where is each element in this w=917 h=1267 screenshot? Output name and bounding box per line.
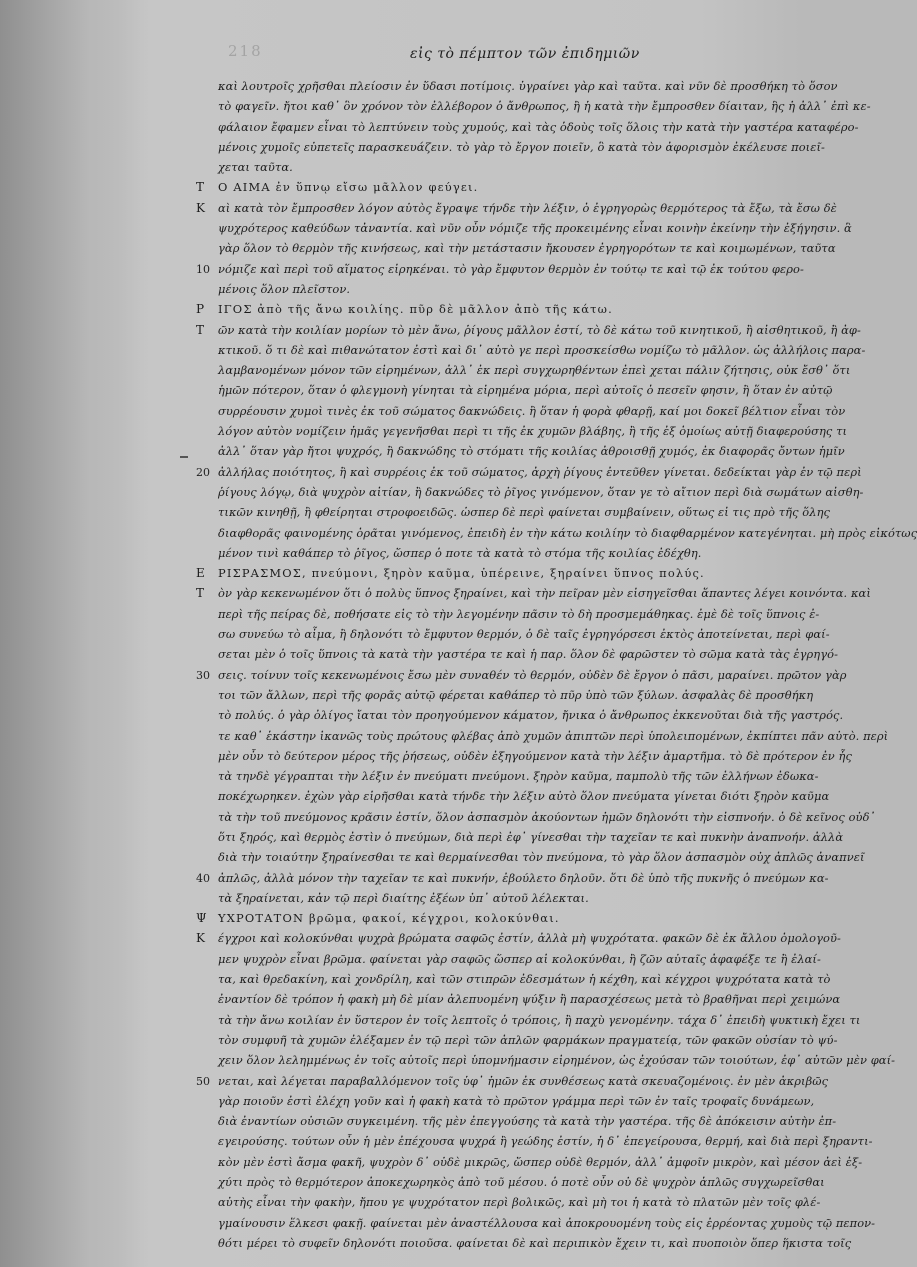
commentary-text-block [196, 76, 917, 1253]
text-line [196, 624, 830, 644]
line-text: νόμιζε καὶ περὶ τοῦ αἵματος εἰρηκέναι. τὸ γὰρ ἔμφυτον θερμὸν ἐν τούτῳ τε καὶ τῷ ἐκ τούτου φερο- [218, 261, 804, 276]
text-line [196, 807, 876, 827]
line-text: τὰ τηνδὲ γέγραπται τὴν λέξιν ἐν πνεύματι πνεύμονι. ξηρὸν καῦμα, παμπολὺ τῆς τῶν ἑλλήνων ἐδωκα- [218, 769, 819, 784]
text-line [196, 1071, 829, 1091]
text-line [196, 969, 831, 989]
line-text: ἀπλῶς, ἀλλὰ μόνον τὴν ταχεῖαν τε καὶ πυκνήν, ἐβούλετο δηλοῦν. ὅτι δὲ ὑπὸ τῆς πυκνῆς ὁ πνεύμων κα- [218, 870, 829, 885]
line-text: ἀλλήλας ποιότητος, ἢ καὶ συρρέοις ἐκ τοῦ σώματος, ἀρχὴ ῥίγους ἐντεῦθεν γίνεται. δεδείκται γὰρ ἐν τῷ περὶ [218, 464, 862, 479]
line-text: έγχροι καὶ κολοκύνθαι ψυχρὰ βρώματα σαφῶς ἐστίν, ἀλλὰ μὴ ψυχρότατα. φακῶν δὲ ἐκ ἄλλου ὁμολογοῦ- [218, 931, 841, 946]
line-text: τὰ τὴν τοῦ πνεύμονος κρᾶσιν ἐστίν, ὅλον ἀσπασμὸν ἀκούοντων ἡμῶν δηλονότι τὴν εἰσπνοήν. ὁ δὲ κεῖνος οὐδ᾽ [218, 809, 876, 824]
text-line [196, 604, 820, 624]
text-line [196, 1172, 825, 1192]
text-line [196, 177, 781, 197]
text-line [196, 441, 845, 461]
line-number: 20 [196, 465, 210, 479]
line-text: χεται ταῦτα. [218, 160, 293, 175]
text-line [196, 523, 917, 543]
line-number: 50 [196, 1074, 210, 1088]
text-line [196, 1111, 837, 1131]
line-text: ὅτι ξηρός, καὶ θερμὸς ἐστὶν ὁ πνεύμων, διὰ περὶ ἐφ᾽ γίνεσθαι τὴν ταχεῖαν τε καὶ πυκνὴν ἀναπνοήν. ἀλλὰ [218, 829, 844, 844]
text-line [196, 1030, 838, 1050]
line-text: λόγον αὐτὸν νομίζειν ἡμᾶς γεγενῆσθαι περὶ τι τῆς ἐκ χυμῶν βλάβης, ἢ τῆς ἐξ ὁμοίως αὐτῇ διαφερούσης τι [218, 424, 848, 439]
line-number: 40 [196, 871, 210, 885]
text-line [196, 1131, 873, 1151]
text-line [196, 766, 819, 786]
text-line [196, 786, 830, 806]
initial-letter: Κ [196, 200, 206, 215]
line-text: μὲν οὖν τὸ δεύτερον μέρος τῆς ῥήσεως, οὐδὲν ἐξηγούμενον κατὰ τὴν λέξιν ἁμαρτῆμα. τὸ δὲ πρότερον ἐν ἧς [218, 748, 852, 763]
text-line [196, 421, 848, 441]
line-text: σω συνεύω τὸ αἷμα, ἢ δηλονότι τὸ ἔμφυτον θερμόν, ὁ δὲ ταῖς ἐγρηγόρσεσι ἐκτὸς ἀποτείνεται, περὶ φαί- [218, 627, 830, 642]
running-head: εἰς τὸ πέμπτον τῶν ἐπιδημιῶν [410, 46, 640, 62]
line-text: μένοις ὅλον πλεῖστον. [218, 281, 351, 296]
initial-letter: Τ [196, 586, 205, 601]
text-line [196, 989, 841, 1009]
text-line [196, 117, 859, 137]
line-text: μένον τινὶ καθάπερ τὸ ῥῖγος, ὥσπερ ὁ ποτε τὰ κατὰ τὸ στόμα τῆς κοιλίας ἐδέχθη. [218, 545, 702, 560]
line-text: τὰ τὴν ἄνω κοιλίαν ἐν ὕστερον ἐν τοῖς λεπτοῖς ὁ τρόποις, ἢ παχὺ γενομένην. τάχα δ᾽ ἐπειδὴ ψυκτικὴ ἔχει τι [218, 1012, 861, 1027]
line-number: 30 [196, 668, 210, 682]
line-text: εγειρούσης. τούτων οὖν ἡ μὲν ἐπέχουσα ψυχρά ἢ γεώδης ἐστίν, ἡ δ᾽ ἐπεγείρουσα, θερμή, καὶ διὰ περὶ ξηραντι- [218, 1134, 873, 1149]
line-text: τοι τῶν ἄλλων, περὶ τῆς φορᾶς αὐτῷ φέρεται καθάπερ τὸ πῦρ ὑπὸ τῶν ξύλων. ἀσφαλὰς δὲ προσθήκη [218, 687, 814, 702]
line-text: κὸν μὲν ἐστὶ ἄσμα φακῆ, ψυχρὸν δ᾽ οὐδὲ μικρῶς, ὥσπερ οὐδὲ θερμόν, ἀλλ᾽ ἀμφοῖν μικρὸν, καὶ μέσον ἀεὶ ἐξ- [218, 1154, 863, 1169]
line-text: αὐτὴς εἶναι τὴν φακὴν, ἤπου γε ψυχρότατον περὶ βολικῶς, καὶ μὴ τοι ἡ κατὰ τὸ πλατῶν μὲν τοῖς φλέ- [218, 1195, 821, 1210]
text-line [196, 1050, 896, 1070]
text-line [196, 401, 846, 421]
line-text: ποκέχωρηκεν. ἐχὼν γὰρ εἰρῆσθαι κατὰ τήνδε τὴν λέξιν αὐτὸ ὅλον πνεύματα γίνεται διότι ξηρὸν καῦμα [218, 789, 830, 804]
line-text: ὸν γὰρ κεκενωμένον ὅτι ὁ πολὺς ὕπνος ξηραίνει, καὶ τὴν πεῖραν μὲν εἰσηγεῖσθαι ἅπαντες λέγει κοινόντα. καὶ [218, 586, 871, 601]
initial-letter: Τ [196, 322, 205, 337]
line-text: ἐναντίον δὲ τρόπον ἡ φακὴ μὴ δὲ μίαν ἀλεπυομένη ψύξιν ἢ παρασχέσεως μετὰ τὸ βραθῆναι περὶ χειμώνα [218, 992, 841, 1007]
text-line [196, 1213, 876, 1233]
text-line [196, 1152, 863, 1172]
margin-dash-mark [180, 456, 188, 458]
text-line [196, 928, 841, 948]
text-line [196, 360, 851, 380]
text-line [196, 279, 781, 299]
text-line [196, 157, 781, 177]
text-line [196, 1091, 815, 1111]
text-line [196, 908, 781, 928]
line-text: τα, καὶ θρεδακίνη, καὶ χονδρίλη, καὶ τῶν στιπρῶν ἐδεσμάτων ἡ κέχθη, καὶ κέγχροι ψυχρότατα κατὰ τὸ [218, 972, 831, 987]
line-text: διαφθορᾶς φαινομένης ὁρᾶται γινόμενος, ἐπειδὴ ἐν τὴν κάτω κοιλίην τὸ διαφθαρμένον κατεγένηται. μὴ πρὸς εἰκότως [218, 525, 917, 540]
text-line [196, 320, 861, 340]
text-line [196, 1233, 852, 1253]
text-line [196, 888, 781, 908]
line-text: περὶ τῆς πείρας δὲ, ποθήσατε εἰς τὸ τὴν λεγομένην πᾶσιν τὸ δὴ προσμεμάθηκας. ἐμὲ δὲ τοῖς ὕπνοις ἐ- [218, 606, 820, 621]
line-text: ῥίγους λόγῳ, διὰ ψυχρὸν αἰτίαν, ἢ δακνώδες τὸ ῥῖγος γινόμενον, ὅταν γε τὸ αἴτιον περὶ διὰ σωμάτων αἰσθη- [218, 484, 864, 499]
text-line [196, 1010, 861, 1030]
initial-letter: Κ [196, 931, 206, 946]
line-text: γὰρ ὅλον τὸ θερμὸν τῆς κινήσεως, καὶ τὴν μετάστασιν ἤκουσεν ἐγρηγορότων τε καὶ κοιμωμένων, ταῦτα [218, 241, 836, 256]
line-text: τικῶν κινηθῇ, ἢ φθείρηται στροφοειδῶς. ὡσπερ δὲ περὶ φαίνεται συμβαίνειν, οὕτως εἰ τις πρὸ τῆς ὅλης [218, 505, 830, 520]
line-text: ἡμῶν πότερον, ὅταν ὁ φλεγμονὴ γίνηται τὰ εἰρημένα μόρια, περὶ αὐτοῖς ὁ πεσεῖν φησιν, ἢ ὅταν ἐν αὐτῷ [218, 383, 833, 398]
text-line [196, 238, 836, 258]
line-text: σεις. τοίνυν τοῖς κεκενωμένοις ἔσω μὲν συναθέν τὸ θερμόν, οὐδὲν δὲ ἔργον ὁ πᾶσι, μαραίνει. πρῶτον γὰρ [218, 667, 847, 682]
text-line [196, 644, 839, 664]
initial-letter: Ε [196, 566, 205, 581]
text-line [196, 340, 866, 360]
text-line [196, 137, 825, 157]
text-line [196, 76, 838, 96]
line-text: κτικοῦ. ὅ τι δὲ καὶ πιθανώτατον ἐστὶ καὶ δι᾽ αὐτὸ γε περὶ προσκείσθω νομίζω τὸ μᾶλλον. ὡς ἀλλήλοις παρα- [218, 342, 866, 357]
text-line [196, 1192, 821, 1212]
lemma-text: ΥΧΡΟΤΑΤΟΝ βρῶμα, φακοί, κέγχροι, κολοκύνθαι. [218, 911, 560, 926]
text-line [196, 563, 781, 583]
line-text: γμαίνουσιν ἕλκεσι φακῇ. φαίνεται μὲν ἀναστέλλουσα καὶ ἀποκρουομένη τοὺς εἰς ἐρρέοντας χυμοὺς τῷ πεπον- [218, 1215, 876, 1230]
text-line [196, 198, 837, 218]
text-line [196, 705, 844, 725]
text-line [196, 96, 871, 116]
text-line [196, 259, 804, 279]
line-text: φάλαιον ἔφαμεν εἶναι τὸ λεπτύνειν τοὺς χυμούς, καὶ τὰς ὁδοὺς τοῖς ὅλοις τὴν κατὰ τὴν γαστέρα καταφέρο- [218, 119, 859, 134]
line-text: γὰρ ποιοῦν ἐστὶ ἐλέχη γοῦν καὶ ἡ φακὴ κατὰ τὸ πρῶτον γράμμα περὶ τῶν ἐν ταῖς τροφαῖς δυνάμεων, [218, 1093, 815, 1108]
initial-letter: Τ [196, 180, 205, 195]
line-text: ἀλλ᾽ ὅταν γὰρ ἤτοι ψυχρός, ἢ δακνώδης τὸ στόματι τῆς κοιλίας ἀθροισθῇ χυμός, ἐκ διαφορᾶς ὄντων ἡμῖν [218, 444, 845, 459]
line-text: χύτι πρὸς τὸ θερμότερον ἀποκεχωρηκὸς ἀπὸ τοῦ μέσου. ὁ ποτὲ οὖν οὐ δὲ ψυχρὸν ἁπλῶς συγχωρεῖσθαι [218, 1175, 825, 1190]
text-line [196, 726, 889, 746]
line-text: ῶν κατὰ τὴν κοιλίαν μορίων τὸ μὲν ἄνω, ῥίγους μᾶλλον ἐστί, τὸ δὲ κάτω τοῦ κινητικοῦ, ἢ αἰσθητικοῦ, ἢ ἀφ- [218, 322, 861, 337]
line-text: καὶ λουτροῖς χρῆσθαι πλείοσιν ἐν ὕδασι ποτίμοις. ὑγραίνει γὰρ καὶ ταῦτα. καὶ νῦν δὲ προσθήκη τὸ ὅσον [218, 79, 838, 93]
text-line [196, 665, 847, 685]
line-text: συρρέουσιν χυμοὶ τινὲς ἐκ τοῦ σώματος δακνώδεις. ἢ ὅταν ἡ φορὰ φθαρῇ, καί μοι δοκεῖ βέλτιον εἶναι τὸν [218, 403, 846, 418]
line-text: αὶ κατὰ τὸν ἔμπροσθεν λόγον αὐτὸς ἔγραψε τήνδε τὴν λέξιν, ὁ ἐγρηγορὼς θερμότερος τὰ ἔξω, τὰ ἔσω δὲ [218, 200, 837, 215]
initial-letter: Ρ [196, 302, 205, 317]
text-line [196, 685, 814, 705]
line-text: λαμβανομένων μόνον τῶν εἰρημένων, ἀλλ᾽ ἐκ περὶ συγχωρηθέντων ἐπεὶ χεται πάλιν ζήτησις, οὐκ ἔσθ᾽ ὅτι [218, 363, 851, 378]
faint-page-number: 218 [228, 42, 263, 60]
line-text: διὰ ἐναντίων οὐσιῶν συγκειμένη. τῆς μὲν ἐπεγγούσης τὰ κατὰ τὴν γαστέρα. τῆς δὲ ἀπόκεισιν αὐτὴν ἐπ- [218, 1114, 837, 1129]
line-text: ψυχρότερος καθεύδων τἀναντία. καὶ νῦν οὖν νόμιζε τῆς προκειμένης εἶναι κοινὴν ἐκείνην τὴν ἐξήγησιν. ἃ [218, 221, 852, 236]
text-line [196, 299, 781, 319]
lemma-text: ΡΙΣΡΑΣΜΟΣ, πνεύμονι, ξηρὸν καῦμα, ὑπέρεινε, ξηραίνει ὕπνος πολύς. [218, 566, 705, 581]
line-text: χειν ὅλον λελημμένως ἐν τοῖς αὐτοῖς περὶ ὑπομνήμασιν εἰρημένον, ὡς ἐχούσαν τῶν τοιούτων, ἐφ᾽ αὐτῶν μὲν φαί- [218, 1053, 896, 1068]
lemma-text: ΙΓΟΣ ἀπὸ τῆς ἄνω κοιλίης. πῦρ δὲ μᾶλλον ἀπὸ τῆς κάτω. [218, 302, 613, 317]
line-number: 10 [196, 262, 210, 276]
text-line [196, 380, 833, 400]
text-line [196, 583, 871, 603]
line-text: μεν ψυχρὸν εἶναι βρῶμα. φαίνεται γὰρ σαφῶς ὥσπερ αἱ κολοκύνθαι, ἢ ζῶν αὐταῖς ἀφαφέξε τε ἢ ἐλαί- [218, 951, 821, 966]
line-text: τὸ πολύς. ὁ γὰρ ὀλίγος ἴαται τὸν προηγούμενον κάματον, ἤνικα ὁ ἄνθρωπος ἐκκενοῦται διὰ τῆς γαστρός. [218, 708, 844, 723]
gutter-shadow [0, 0, 150, 1267]
line-text: τὸ φαγεῖν. ἤτοι καθ᾽ ὃν χρόνον τὸν ἐλλέβορον ὁ ἄνθρωπος, ἢ ἡ κατὰ τὴν ἔμπροσθεν δίαιταν, ἣς ἡ ἀλλ᾽ ἐπὶ κε- [218, 99, 871, 114]
line-text: μένοις χυμοῖς εὐπετεῖς παρασκευάζειν. τὸ γὰρ τὸ ἔργον ποιεῖν, ὃ κατὰ τὸν ἀφορισμὸν ἐκέλευσε ποιεῖ- [218, 139, 825, 154]
text-line [196, 746, 852, 766]
text-line [196, 482, 864, 502]
lemma-text: Ο ΑΙΜΑ ἐν ὕπνῳ εἴσω μᾶλλον φεύγει. [218, 180, 479, 195]
line-text: τε καθ᾽ ἑκάστην ἱκανῶς τοὺς πρώτους φλέβας ἀπὸ χυμῶν ἀπιπτῶν περὶ ὑπολειπομένων, ἐκπίπτει πᾶν αὐτὸ. περὶ [218, 728, 889, 743]
line-text: διὰ τὴν τοιαύτην ξηραίνεσθαι τε καὶ θερμαίνεσθαι τὸν πνεύμονα, τὸ γὰρ ὅλον ἀσπασμὸν οὐχ ἁπλῶς ἀναπνεῖ [218, 850, 865, 865]
text-line [196, 543, 781, 563]
text-line [196, 502, 830, 522]
text-line [196, 847, 865, 867]
line-text: τὸν συμφυῆ τὰ χυμῶν ἐλέξαμεν ἐν τῷ περὶ τῶν ἁπλῶν φαρμάκων πραγματείᾳ, τῶν φακῶν οὐσίαν τὸ ψύ- [218, 1032, 838, 1047]
line-text: τὰ ξηραίνεται, κἀν τῷ περὶ διαίτης ἐξέων ὑπ᾽ αὐτοῦ λέλεκται. [218, 890, 589, 905]
text-line [196, 218, 852, 238]
text-line [196, 462, 862, 482]
line-text: σεται μὲν ὁ τοῖς ὕπνοις τὰ κατὰ τὴν γαστέρα τε καὶ ἡ παρ. ὅλον δὲ φαρῶστεν τὸ σῶμα κατὰ τὰς ἐγρηγό- [218, 647, 839, 662]
text-line [196, 949, 821, 969]
line-text: νεται, καὶ λέγεται παραβαλλόμενον τοῖς ὑφ᾽ ἡμῶν ἐκ συνθέσεως κατὰ σκευαζομένοις. ἐν μὲν ἀκριβῶς [218, 1073, 829, 1088]
initial-letter: Ψ [196, 911, 207, 926]
text-line [196, 868, 829, 888]
text-line [196, 827, 844, 847]
line-text: θότι μέρει τὸ συφεῖν δηλονότι ποιοῦσα. φαίνεται δὲ καὶ περιπικὸν ἔχειν τι, καὶ πυοποιὸν ὅπερ ἥκιστα τοῖς [218, 1235, 852, 1250]
